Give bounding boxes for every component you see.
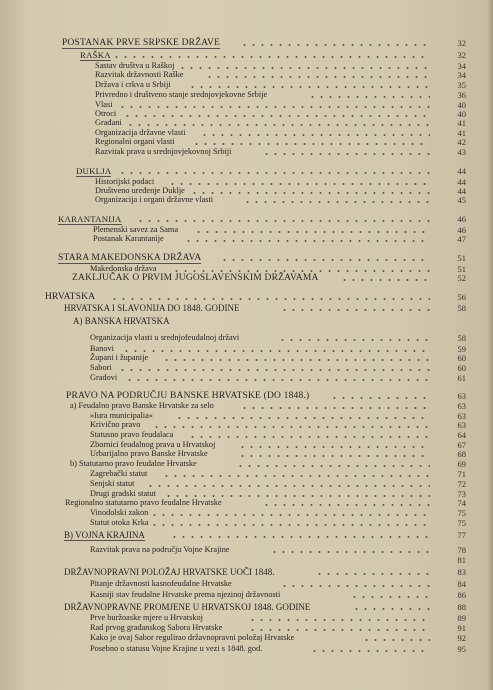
- toc-entry-page-number: 75: [457, 518, 466, 528]
- dot-leader: [350, 596, 430, 598]
- toc-entry-postanak-prve-srpske-drzave: [0, 37, 493, 49]
- toc-entry-page-number: 63: [457, 391, 466, 401]
- dot-leader: [125, 379, 430, 381]
- toc-entry-drzavnopravni-polozaj-hrvatske-uoci-1848: [0, 566, 493, 578]
- dot-leader: [362, 639, 430, 641]
- toc-entry-page-number: 63: [457, 411, 466, 421]
- dot-leader: [118, 172, 430, 174]
- toc-entry-page-number: 68: [457, 449, 466, 459]
- toc-entry-page-number: 63: [457, 420, 466, 430]
- toc-entry-page-number: 42: [457, 137, 466, 147]
- dot-leader: [220, 259, 430, 261]
- toc-entry-page-number: 32: [457, 38, 466, 48]
- dot-leader: [262, 153, 430, 155]
- toc-entry-page-number: 75: [457, 508, 466, 518]
- toc-entry-organizacija-i-organi-drzavne-vlasti: [0, 194, 493, 206]
- dot-leader: [315, 573, 430, 575]
- toc-entry-page-number: 64: [457, 430, 466, 440]
- toc-entry-title: Razvitak prava u srednjovjekovnoj Srbiji: [95, 147, 232, 156]
- dot-leader: [112, 56, 430, 58]
- toc-entry-title: Građani: [95, 118, 122, 127]
- toc-entry-gradovi: [0, 372, 493, 384]
- dot-leader: [146, 485, 430, 487]
- toc-entry-title: PRAVO NA PODRUČJU BANSKE HRVATSKE (DO 1848.): [66, 391, 310, 401]
- toc-entry-page-number: 71: [457, 469, 466, 479]
- toc-entry-title: Župani i županije: [90, 353, 149, 362]
- toc-entry-page-number: 34: [457, 61, 466, 71]
- dot-leader: [136, 220, 430, 222]
- dot-leader: [248, 629, 430, 631]
- dot-leader: [126, 124, 430, 126]
- dot-leader: [280, 585, 430, 587]
- toc-entry-title: Sabori: [90, 363, 112, 372]
- dot-leader: [236, 465, 430, 467]
- toc-entry-page-number: 40: [457, 109, 466, 119]
- toc-entry-page-number: 77: [457, 530, 466, 540]
- dot-leader: [240, 407, 430, 409]
- dot-leader: [270, 551, 430, 553]
- dot-leader: [278, 339, 430, 341]
- toc-entry-page-number: 86: [457, 590, 466, 600]
- toc-entry-postanak-karantanije: [0, 233, 493, 245]
- dot-leader: [240, 44, 430, 46]
- toc-entry-page-number: 91: [457, 623, 466, 633]
- toc-entry-title: Regionalno statutarno pravo feudalne Hrvatske: [65, 498, 222, 507]
- toc-entry-title: HRVATSKA: [45, 292, 96, 302]
- toc-entry-page-number: 47: [457, 234, 466, 244]
- toc-entry-title: Historijski podaci: [95, 177, 155, 186]
- toc-entry-page-number: 63: [457, 401, 466, 411]
- toc-entry-page-number: 56: [457, 292, 466, 302]
- toc-entry-title: Organizacija vlasti u srednjofeudalnoj državi: [90, 333, 240, 342]
- dot-leader: [118, 369, 430, 371]
- toc-entry-page-number: 41: [457, 118, 466, 128]
- toc-entry-page-number: 67: [457, 440, 466, 450]
- toc-entry-title: Zagrebački statut: [90, 469, 148, 478]
- toc-entry-page-number: 46: [457, 214, 466, 224]
- dot-leader: [308, 96, 430, 98]
- toc-entry-page-number: 59: [457, 344, 466, 354]
- toc-entry-zakljucak-o-prvim-jugoslavenskim-drzavam: [0, 272, 493, 284]
- toc-entry-title: Pitanje državnosti kasnofeudalne Hrvatske: [90, 579, 232, 588]
- toc-entry-title: RAŠKA: [80, 50, 111, 60]
- toc-entry-page-number: 44: [457, 166, 466, 176]
- toc-entry-title: DRŽAVNOPRAVNE PROMJENE U HRVATSKOJ 1848. GODINE: [64, 602, 311, 612]
- dot-leader: [205, 76, 430, 78]
- dot-leader: [184, 240, 430, 242]
- heading-underline: [64, 540, 145, 541]
- toc-entry-title: A) BANSKA HRVATSKA: [73, 316, 170, 326]
- toc-entry-title: Prve buržoaske mjere u Hrvatskoj: [90, 613, 203, 622]
- dot-leader: [162, 475, 430, 477]
- toc-entry-title: Privredno i društveno stanje srednjovjekovne Srbije: [95, 90, 268, 99]
- toc-entry-page-number: 44: [457, 186, 466, 196]
- toc-entry-page-number: 95: [457, 644, 466, 654]
- toc-entry-page-number: 52: [457, 273, 466, 283]
- toc-entry-title: Gradovi: [90, 373, 118, 382]
- toc-entry-title: Banovi: [90, 344, 114, 353]
- toc-entry-title: DRŽAVNOPRAVNI POLOŽAJ HRVATSKE UOČI 1848.: [64, 567, 275, 577]
- toc-entry-title: Vinodolski zakon: [90, 508, 149, 517]
- toc-entry-title: Društveno uređenje Duklje: [95, 186, 185, 195]
- dot-leader: [280, 309, 430, 311]
- dot-leader: [238, 455, 430, 457]
- toc-entry-title: »Iura municipalia«: [90, 411, 153, 420]
- dot-leader: [262, 504, 430, 506]
- toc-entry-title: B) VOJNA KRAJINA: [64, 530, 145, 540]
- toc-entry-page-number: 81: [457, 555, 466, 565]
- toc-entry-title: Makedonska država: [90, 264, 157, 273]
- toc-entry-page-number: 58: [457, 333, 466, 343]
- toc-entry-page-number: 92: [457, 633, 466, 643]
- dot-leader: [150, 524, 430, 526]
- toc-entry-title: Organizacija državne vlasti: [95, 128, 186, 137]
- toc-entry-a-banska-hrvatska: [0, 315, 493, 327]
- toc-entry-title: Razvitak državnosti Raške: [95, 70, 184, 79]
- toc-entry-page-number: 43: [457, 147, 466, 157]
- dot-leader: [310, 650, 430, 652]
- dot-leader: [243, 201, 430, 203]
- toc-entry-title: Urbarijalno pravo Banske Hrvatske: [90, 449, 208, 458]
- toc-entry-page-number: 89: [457, 613, 466, 623]
- dot-leader: [352, 608, 430, 610]
- dot-leader: [330, 397, 430, 399]
- toc-entry-page-number: 88: [457, 602, 466, 612]
- toc-entry-page-number: 78: [457, 545, 466, 555]
- dot-leader: [340, 279, 430, 281]
- dot-leader: [152, 426, 430, 428]
- toc-entry-title: Rad prvog građanskog Sabora Hrvatske: [90, 623, 223, 632]
- dot-leader: [192, 143, 430, 145]
- toc-entry-page-number: 83: [457, 567, 466, 577]
- toc-entry-blank: [0, 554, 493, 566]
- toc-entry-page-number: 34: [457, 70, 466, 80]
- toc-entry-page-number: 44: [457, 177, 466, 187]
- toc-entry-title: a) Feudalno pravo Banske Hrvatske za selo: [70, 401, 214, 410]
- toc-entry-title: Regionalni organi vlasti: [95, 137, 175, 146]
- toc-entry-title: Država i crkva u Srbiji: [95, 80, 171, 89]
- toc-entry-title: Sastav društva u Raškoj: [95, 61, 175, 70]
- toc-entry-page-number: 41: [457, 128, 466, 138]
- toc-entry-page-number: 84: [457, 579, 466, 589]
- toc-entry-page-number: 74: [457, 498, 466, 508]
- dot-leader: [162, 359, 430, 361]
- toc-entry-kasniji-stav-feudalne-hrvatske-prema-nje: [0, 589, 493, 601]
- toc-entry-title: Zbornici feudalnog prava u Hrvatskoj: [90, 440, 216, 449]
- toc-entry-title: ZAKLJUČAK O PRVIM JUGOSLAVENSKIM DRŽAVAMA: [72, 273, 319, 283]
- toc-entry-page-number: 46: [457, 225, 466, 235]
- page-edge-shadow: [487, 0, 493, 690]
- toc-entry-hrvatska-i-slavonija-do-1848-godine: [0, 302, 493, 314]
- toc-entry-title: STARA MAKEDONSKA DRŽAVA: [58, 253, 202, 263]
- toc-entry-razvitak-prava-u-srednjovjekovnoj-srbiji: [0, 146, 493, 158]
- toc-entry-title: Drugi gradski statut: [90, 489, 156, 498]
- toc-entry-title: Kako je ovaj Sabor regulirao državnopravni položaj Hrvatske: [90, 633, 295, 642]
- toc-entry-title: Senjski statut: [90, 479, 135, 488]
- toc-entry-page-number: 36: [457, 90, 466, 100]
- toc-entry-page-number: 60: [457, 363, 466, 373]
- dot-leader: [188, 436, 430, 438]
- toc-entry-title: Postanak Karantanije: [93, 234, 164, 243]
- toc-entry-title: HRVATSKA I SLAVONIJA DO 1848. GODINE: [64, 303, 240, 313]
- toc-entry-page-number: 51: [457, 253, 466, 263]
- toc-entry-posebno-o-statusu-vojne-krajine-u-vezi-s: [0, 643, 493, 655]
- toc-entry-title: Plemenski savez za Samа: [93, 225, 179, 234]
- toc-entry-page-number: 60: [457, 353, 466, 363]
- toc-entry-title: POSTANAK PRVE SRPSKE DRŽAVE: [62, 38, 221, 48]
- toc-entry-page-number: 35: [457, 80, 466, 90]
- toc-entry-title: Statut otoka Krka: [90, 518, 149, 527]
- toc-entry-page-number: 40: [457, 100, 466, 110]
- toc-entry-page-number: 72: [457, 479, 466, 489]
- dot-leader: [188, 86, 430, 88]
- toc-entry-title: Otroci: [95, 109, 117, 118]
- toc-entry-page-number: 73: [457, 489, 466, 499]
- dot-leader: [248, 619, 430, 621]
- toc-entry-title: Organizacija i organi državne vlasti: [95, 195, 214, 204]
- toc-entry-page-number: 69: [457, 459, 466, 469]
- toc-entry-title: Statusno pravo feudalaca: [90, 430, 174, 439]
- dot-leader: [110, 298, 430, 300]
- toc-entry-page-number: 32: [457, 50, 466, 60]
- dot-leader: [170, 536, 430, 538]
- toc-entry-title: Razvitak prava na području Vojne Krajine: [90, 545, 230, 554]
- toc-entry-title: Kasniji stav feudalne Hrvatske prema njezinoj državnosti: [90, 590, 281, 599]
- toc-entry-page-number: 51: [457, 264, 466, 274]
- toc-entry-title: Vlasi: [95, 100, 113, 109]
- toc-entry-title: Krivično pravo: [90, 420, 141, 429]
- toc-entry-title: DUKLJA: [76, 166, 112, 176]
- toc-entry-page-number: 61: [457, 373, 466, 383]
- toc-entry-title: KARANTANIJA: [58, 214, 122, 224]
- toc-entry-page-number: 45: [457, 195, 466, 205]
- toc-entry-statut-otoka-krka: [0, 517, 493, 529]
- dot-leader: [150, 514, 430, 516]
- toc-entry-b-vojna-krajina: [0, 529, 493, 541]
- toc-entry-page-number: 58: [457, 303, 466, 313]
- toc-entry-title: b) Statutarno pravo feudalne Hrvatske: [70, 459, 197, 468]
- toc-entry-title: Posebno o statusu Vojne Krajine u vezi s 1848. god.: [90, 644, 263, 653]
